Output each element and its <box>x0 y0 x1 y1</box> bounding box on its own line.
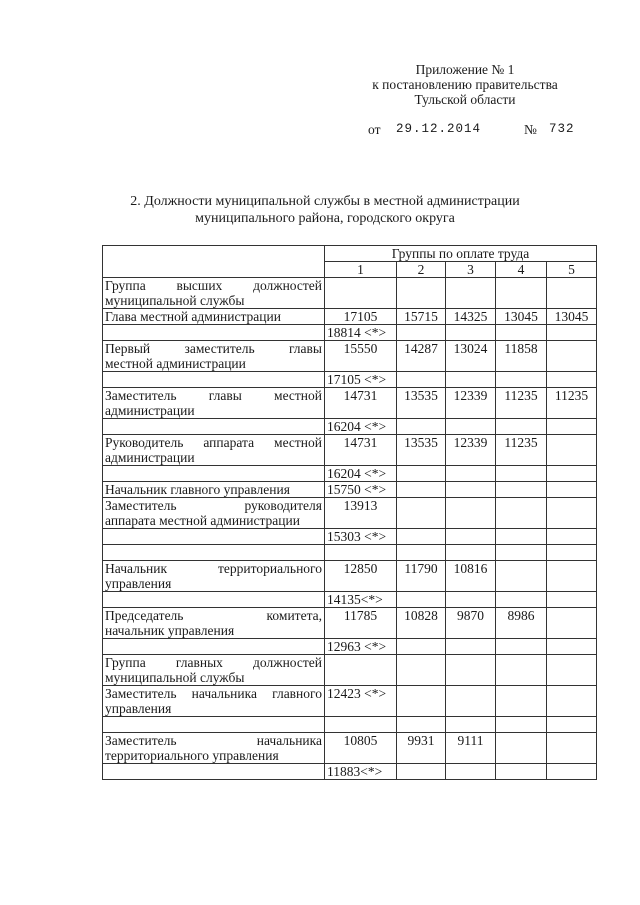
section-title <box>90 193 560 227</box>
salary-cell-group-2 <box>397 325 446 341</box>
salary-cell-group-5 <box>547 341 597 372</box>
salary-cell-group-3: 10816 <box>446 561 496 592</box>
position-name-line: администрации <box>105 403 195 418</box>
salary-cell-group-3: 12339 <box>446 388 496 419</box>
salary-cell-group-2 <box>397 482 446 498</box>
salary-cell-group-3 <box>446 686 496 717</box>
salary-cell-group-4 <box>496 419 547 435</box>
appendix-title: Приложение № 1 <box>415 62 515 77</box>
salary-cell-group-4 <box>496 655 547 686</box>
salary-cell-group-1: 17105 <box>325 309 397 325</box>
table-row <box>103 325 597 341</box>
position-name-cell <box>103 498 325 529</box>
table-row <box>103 482 597 498</box>
column-header-1: 1 <box>325 262 397 278</box>
salary-cell-group-4 <box>496 561 547 592</box>
salary-cell-group-1: 14731 <box>325 435 397 466</box>
position-name-line: территориального управления <box>105 748 279 763</box>
appendix-subtitle-1: к постановлению правительства <box>372 77 558 92</box>
table-row <box>103 372 597 388</box>
salary-cell-group-2 <box>397 686 446 717</box>
table-row <box>103 717 597 733</box>
salary-cell-group-4 <box>496 686 547 717</box>
table-row <box>103 608 597 639</box>
salary-cell-group-5 <box>547 592 597 608</box>
salary-cell-group-3: 13024 <box>446 341 496 372</box>
salary-cell-group-2: 9931 <box>397 733 446 764</box>
group-header: Группы по оплате труда <box>325 246 597 262</box>
position-name-line <box>105 325 322 340</box>
salary-cell-group-1: 15303 <*> <box>325 529 397 545</box>
table-row <box>103 388 597 419</box>
column-header-5: 5 <box>547 262 597 278</box>
decree-from-label: от <box>368 122 381 137</box>
salary-cell-group-2 <box>397 655 446 686</box>
salary-cell-group-3 <box>446 592 496 608</box>
table-row <box>103 341 597 372</box>
salary-cell-group-3 <box>446 419 496 435</box>
salary-cell-group-1: 15750 <*> <box>325 482 397 498</box>
table-row <box>103 545 597 561</box>
position-header-cell <box>103 246 325 278</box>
salary-cell-group-3: 9111 <box>446 733 496 764</box>
salary-cell-group-2 <box>397 529 446 545</box>
salary-cell-group-3 <box>446 545 496 561</box>
salary-cell-group-2 <box>397 592 446 608</box>
salary-cell-group-5 <box>547 545 597 561</box>
salary-cell-group-5: 13045 <box>547 309 597 325</box>
position-name-line: местной администрации <box>105 356 246 371</box>
salary-cell-group-5 <box>547 466 597 482</box>
salary-cell-group-1: 12850 <box>325 561 397 592</box>
position-name-cell <box>103 466 325 482</box>
salary-cell-group-2: 10828 <box>397 608 446 639</box>
salary-cell-group-4 <box>496 529 547 545</box>
position-name-cell <box>103 545 325 561</box>
salary-cell-group-2: 14287 <box>397 341 446 372</box>
position-name-line: управления <box>105 701 172 716</box>
position-name-line: муниципальной службы <box>105 670 245 685</box>
salary-cell-group-1 <box>325 655 397 686</box>
salary-cell-group-2 <box>397 764 446 780</box>
position-name-line: управления <box>105 576 172 591</box>
salary-cell-group-1: 10805 <box>325 733 397 764</box>
salary-cell-group-3 <box>446 325 496 341</box>
salary-cell-group-5: 11235 <box>547 388 597 419</box>
position-name-line: Председатель комитета, <box>105 608 322 623</box>
salary-cell-group-4: 11235 <box>496 435 547 466</box>
salary-table-body <box>103 246 597 780</box>
salary-cell-group-5 <box>547 764 597 780</box>
salary-cell-group-3: 14325 <box>446 309 496 325</box>
salary-cell-group-1: 14135<*> <box>325 592 397 608</box>
salary-cell-group-2 <box>397 639 446 655</box>
position-name-line <box>105 466 322 481</box>
salary-cell-group-2 <box>397 278 446 309</box>
salary-cell-group-5 <box>547 482 597 498</box>
salary-cell-group-5 <box>547 498 597 529</box>
position-name-cell <box>103 592 325 608</box>
salary-cell-group-3: 9870 <box>446 608 496 639</box>
salary-cell-group-2: 11790 <box>397 561 446 592</box>
salary-cell-group-1: 11883<*> <box>325 764 397 780</box>
table-row <box>103 278 597 309</box>
salary-cell-group-1: 16204 <*> <box>325 419 397 435</box>
salary-cell-group-1: 11785 <box>325 608 397 639</box>
salary-cell-group-3 <box>446 482 496 498</box>
salary-cell-group-1: 15550 <box>325 341 397 372</box>
salary-cell-group-5 <box>547 435 597 466</box>
salary-cell-group-4: 11858 <box>496 341 547 372</box>
position-name-cell <box>103 309 325 325</box>
table-row <box>103 498 597 529</box>
salary-cell-group-5 <box>547 608 597 639</box>
table-header-row <box>103 246 597 262</box>
salary-cell-group-3 <box>446 764 496 780</box>
table-row <box>103 733 597 764</box>
table-row <box>103 561 597 592</box>
salary-cell-group-3 <box>446 639 496 655</box>
position-name-line: Заместитель начальника главного <box>105 686 322 701</box>
position-name-line: администрации <box>105 450 195 465</box>
salary-cell-group-4 <box>496 278 547 309</box>
salary-cell-group-2: 13535 <box>397 388 446 419</box>
position-name-cell <box>103 388 325 419</box>
salary-cell-group-1: 18814 <*> <box>325 325 397 341</box>
salary-cell-group-5 <box>547 419 597 435</box>
appendix-header <box>330 62 600 107</box>
salary-cell-group-3 <box>446 498 496 529</box>
decree-number-sign: № <box>524 122 537 137</box>
position-name-line <box>105 529 322 544</box>
position-name-line: Глава местной администрации <box>105 309 281 324</box>
position-name-line <box>105 592 322 607</box>
salary-cell-group-3 <box>446 529 496 545</box>
salary-cell-group-4 <box>496 372 547 388</box>
salary-cell-group-1: 12963 <*> <box>325 639 397 655</box>
position-name-line: Группа высших должностей <box>105 278 322 293</box>
table-row <box>103 764 597 780</box>
position-name-line <box>105 419 322 434</box>
position-name-line: муниципальной службы <box>105 293 245 308</box>
salary-cell-group-5 <box>547 717 597 733</box>
salary-cell-group-1: 13913 <box>325 498 397 529</box>
decree-number: 732 <box>549 122 575 136</box>
table-row <box>103 466 597 482</box>
column-header-2: 2 <box>397 262 446 278</box>
table-row <box>103 686 597 717</box>
position-name-cell <box>103 372 325 388</box>
position-name-cell <box>103 686 325 717</box>
salary-cell-group-5 <box>547 733 597 764</box>
column-header-4: 4 <box>496 262 547 278</box>
position-name-cell <box>103 608 325 639</box>
salary-cell-group-2 <box>397 419 446 435</box>
salary-cell-group-4: 11235 <box>496 388 547 419</box>
salary-cell-group-3 <box>446 372 496 388</box>
table-row <box>103 435 597 466</box>
salary-cell-group-3 <box>446 655 496 686</box>
section-title-line-1: 2. Должности муниципальной службы в местной администрации <box>130 194 520 209</box>
salary-cell-group-5 <box>547 278 597 309</box>
salary-cell-group-4 <box>496 498 547 529</box>
salary-cell-group-5 <box>547 655 597 686</box>
salary-cell-group-5 <box>547 686 597 717</box>
salary-cell-group-4 <box>496 466 547 482</box>
position-name-line <box>105 639 322 654</box>
salary-cell-group-2 <box>397 498 446 529</box>
salary-cell-group-1: 12423 <*> <box>325 686 397 717</box>
position-name-cell <box>103 419 325 435</box>
position-name-line: Заместитель начальника <box>105 733 322 748</box>
salary-cell-group-2 <box>397 466 446 482</box>
salary-cell-group-5 <box>547 561 597 592</box>
position-name-line: Начальник территориального <box>105 561 322 576</box>
position-name-cell <box>103 278 325 309</box>
salary-cell-group-2 <box>397 372 446 388</box>
salary-cell-group-4 <box>496 639 547 655</box>
position-name-cell <box>103 561 325 592</box>
salary-cell-group-2 <box>397 717 446 733</box>
table-row <box>103 655 597 686</box>
position-name-line: Группа главных должностей <box>105 655 322 670</box>
position-name-cell <box>103 733 325 764</box>
position-name-cell <box>103 717 325 733</box>
table-row <box>103 419 597 435</box>
salary-cell-group-4 <box>496 764 547 780</box>
decree-date: 29.12.2014 <box>396 122 482 136</box>
position-name-line: аппарата местной администрации <box>105 513 300 528</box>
position-name-line: Заместитель руководителя <box>105 498 322 513</box>
salary-cell-group-3 <box>446 466 496 482</box>
salary-cell-group-5 <box>547 529 597 545</box>
salary-cell-group-2: 13535 <box>397 435 446 466</box>
position-name-line: Начальник главного управления <box>105 482 290 497</box>
position-name-cell <box>103 341 325 372</box>
table-row <box>103 639 597 655</box>
salary-cell-group-3 <box>446 717 496 733</box>
position-name-line <box>105 372 322 387</box>
salary-cell-group-4 <box>496 545 547 561</box>
position-name-cell <box>103 655 325 686</box>
position-name-line: Руководитель аппарата местной <box>105 435 322 450</box>
position-name-line: начальник управления <box>105 623 235 638</box>
table-row <box>103 592 597 608</box>
salary-cell-group-4: 8986 <box>496 608 547 639</box>
salary-cell-group-5 <box>547 325 597 341</box>
section-title-line-2: муниципального района, городского округа <box>195 211 455 226</box>
salary-table <box>102 245 597 780</box>
position-name-cell <box>103 482 325 498</box>
salary-cell-group-2: 15715 <box>397 309 446 325</box>
salary-cell-group-4 <box>496 592 547 608</box>
salary-cell-group-5 <box>547 372 597 388</box>
salary-cell-group-5 <box>547 639 597 655</box>
salary-cell-group-4 <box>496 325 547 341</box>
salary-cell-group-4: 13045 <box>496 309 547 325</box>
position-name-line: Заместитель главы местной <box>105 388 322 403</box>
salary-cell-group-3: 12339 <box>446 435 496 466</box>
position-name-line: Первый заместитель главы <box>105 341 322 356</box>
salary-cell-group-1: 14731 <box>325 388 397 419</box>
table-row <box>103 529 597 545</box>
salary-cell-group-1: 16204 <*> <box>325 466 397 482</box>
salary-cell-group-1 <box>325 278 397 309</box>
salary-cell-group-4 <box>496 482 547 498</box>
column-header-3: 3 <box>446 262 496 278</box>
salary-cell-group-4 <box>496 717 547 733</box>
position-name-cell <box>103 435 325 466</box>
position-name-line <box>105 717 322 732</box>
salary-cell-group-3 <box>446 278 496 309</box>
salary-cell-group-1 <box>325 545 397 561</box>
position-name-line <box>105 545 322 560</box>
position-name-cell <box>103 325 325 341</box>
table-row <box>103 309 597 325</box>
position-name-cell <box>103 529 325 545</box>
position-name-line <box>105 764 322 779</box>
salary-cell-group-1: 17105 <*> <box>325 372 397 388</box>
salary-cell-group-1 <box>325 717 397 733</box>
appendix-subtitle-2: Тульской области <box>414 92 516 107</box>
salary-cell-group-2 <box>397 545 446 561</box>
position-name-cell <box>103 764 325 780</box>
salary-cell-group-4 <box>496 733 547 764</box>
position-name-cell <box>103 639 325 655</box>
